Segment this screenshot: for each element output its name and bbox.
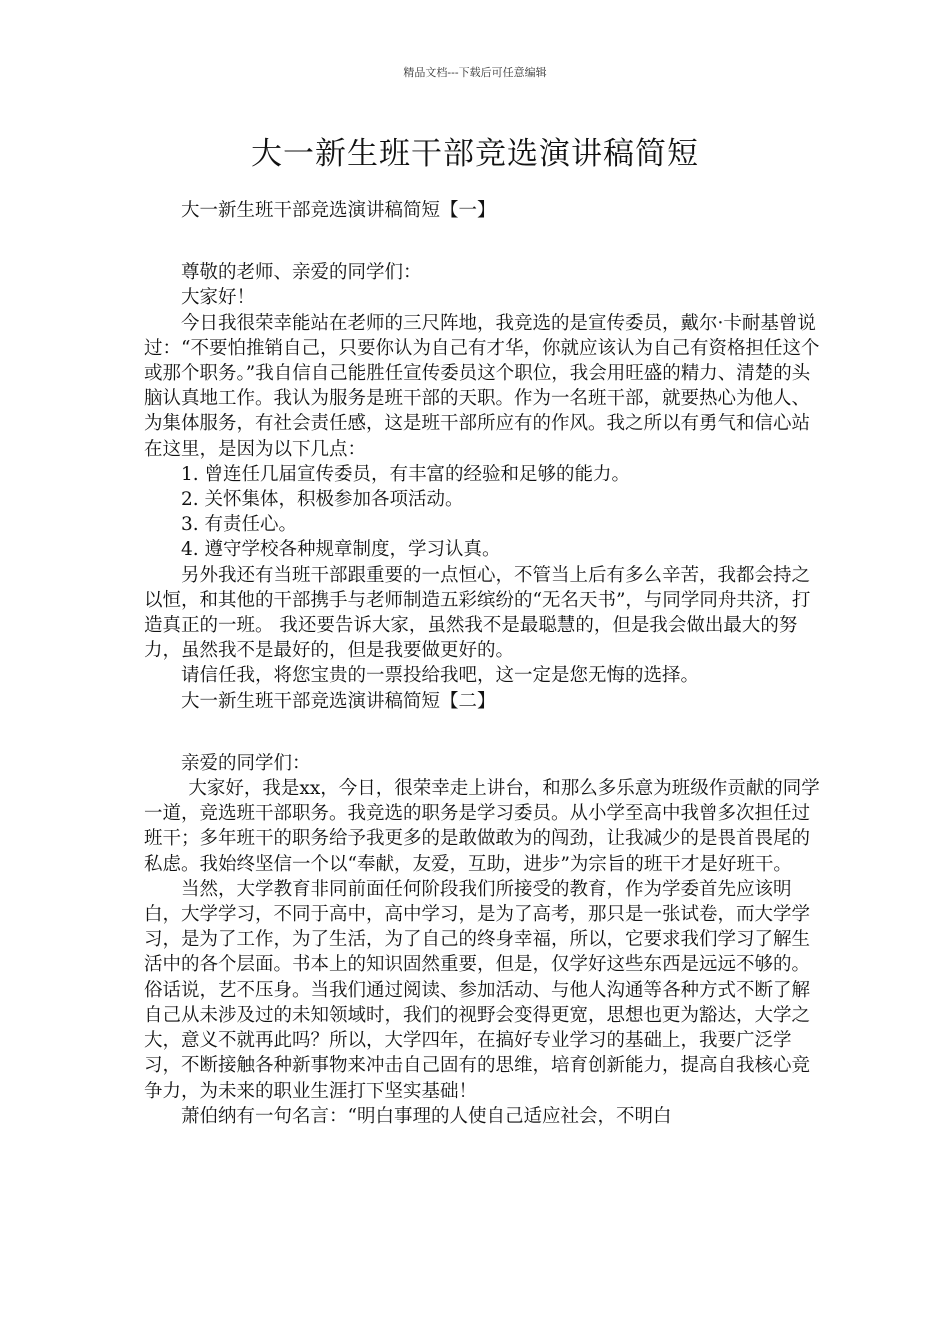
- document-title: 大一新生班干部竞选演讲稿简短: [251, 136, 699, 172]
- section2-paragraph-2: 当然，大学教育非同前面任何阶段我们所接受的教育，作为学委首先应该明白，大学学习，不同于高中，高中学习，是为了高考，那只是一张试卷，而大学学习，是为了工作，为了生活，为了自己的终身幸福，所以，它要求我们学习了解生活中的各个层面。书本上的知识固然重要，但是，仅学好这些东西是远远不够的。俗话说，艺不压身。当我们通过阅读、参加活动、与他人沟通等各种方式不断了解自己从未涉及过的未知领域时，我们的视野会变得更宽，思想也更为豁达，大学之大，意义不就再此吗？所以，大学四年，在搞好专业学习的基础上，我要广泛学习，不断接触各种新事物来冲击自己固有的思维，培育创新能力，提高自我核心竞争力，为未来的职业生涯打下坚实基础！: [144, 878, 811, 1102]
- section1-heading: 大一新生班干部竞选演讲稿简短【一】: [181, 200, 496, 221]
- list-item: 1. 曾连任几届宣传委员，有丰富的经验和足够的能力。: [181, 463, 631, 485]
- section1-paragraph-3: 请信任我，将您宝贵的一票投给我吧，这一定是您无悔的选择。: [181, 665, 700, 687]
- section1-salutation: 尊敬的老师、亲爱的同学们：: [181, 262, 422, 284]
- section2-heading: 大一新生班干部竞选演讲稿简短【二】: [181, 690, 496, 712]
- list-item: 3. 有责任心。: [181, 514, 298, 536]
- list-item: 4. 遵守学校各种规章制度，学习认真。: [181, 539, 501, 561]
- document-body: [144, 198, 824, 1129]
- section1-paragraph-2: 另外我还有当班干部跟重要的一点恒心，不管当上后有多么辛苦，我都会持之以恒，和其他的干部携手与老师制造五彩缤纷的“无名天书”，与同学同舟共济，打造真正的一班。 我还要告诉大家，虽然我不是最聪慧的，但是我会做出最大的努力，虽然我不是最好的，但是我要做更好的。: [144, 564, 811, 662]
- section1-greeting: 大家好！: [181, 287, 256, 309]
- section2-paragraph-1: 大家好，我是xx，今日，很荣幸走上讲台，和那么多乐意为班级作贡献的同学一道，竞选班干部职务。我竞选的职务是学习委员。从小学至高中我曾多次担任过班干；多年班干的职务给予我更多的是敢做敢为的闯劲，让我减少的是畏首畏尾的私虑。我始终坚信一个以“奉献，友爱，互助，进步”为宗旨的班干才是好班干。: [144, 778, 820, 875]
- section1-paragraph-1: 今日我很荣幸能站在老师的三尺阵地，我竞选的是宣传委员，戴尔·卡耐基曾说过：“不要怕推销自己，只要你认为自己有才华，你就应该认为自己有资格担任这个或那个职务。”我自信自己能胜任宣传委员这个职位，我会用旺盛的精力、清楚的头脑认真地工作。我认为服务是班干部的天职。作为一名班干部，就要热心为他人、为集体服务，有社会责任感，这是班干部所应有的作风。我之所以有勇气和信心站在这里，是因为以下几点：: [144, 312, 820, 460]
- page-header: 精品文档---下载后可任意编辑: [403, 66, 547, 79]
- list-item: 2. 关怀集体，积极参加各项活动。: [181, 489, 464, 511]
- section2-salutation: 亲爱的同学们：: [181, 752, 311, 774]
- section2-paragraph-3: 萧伯纳有一句名言：“明白事理的人使自己适应社会，不明白: [181, 1105, 672, 1127]
